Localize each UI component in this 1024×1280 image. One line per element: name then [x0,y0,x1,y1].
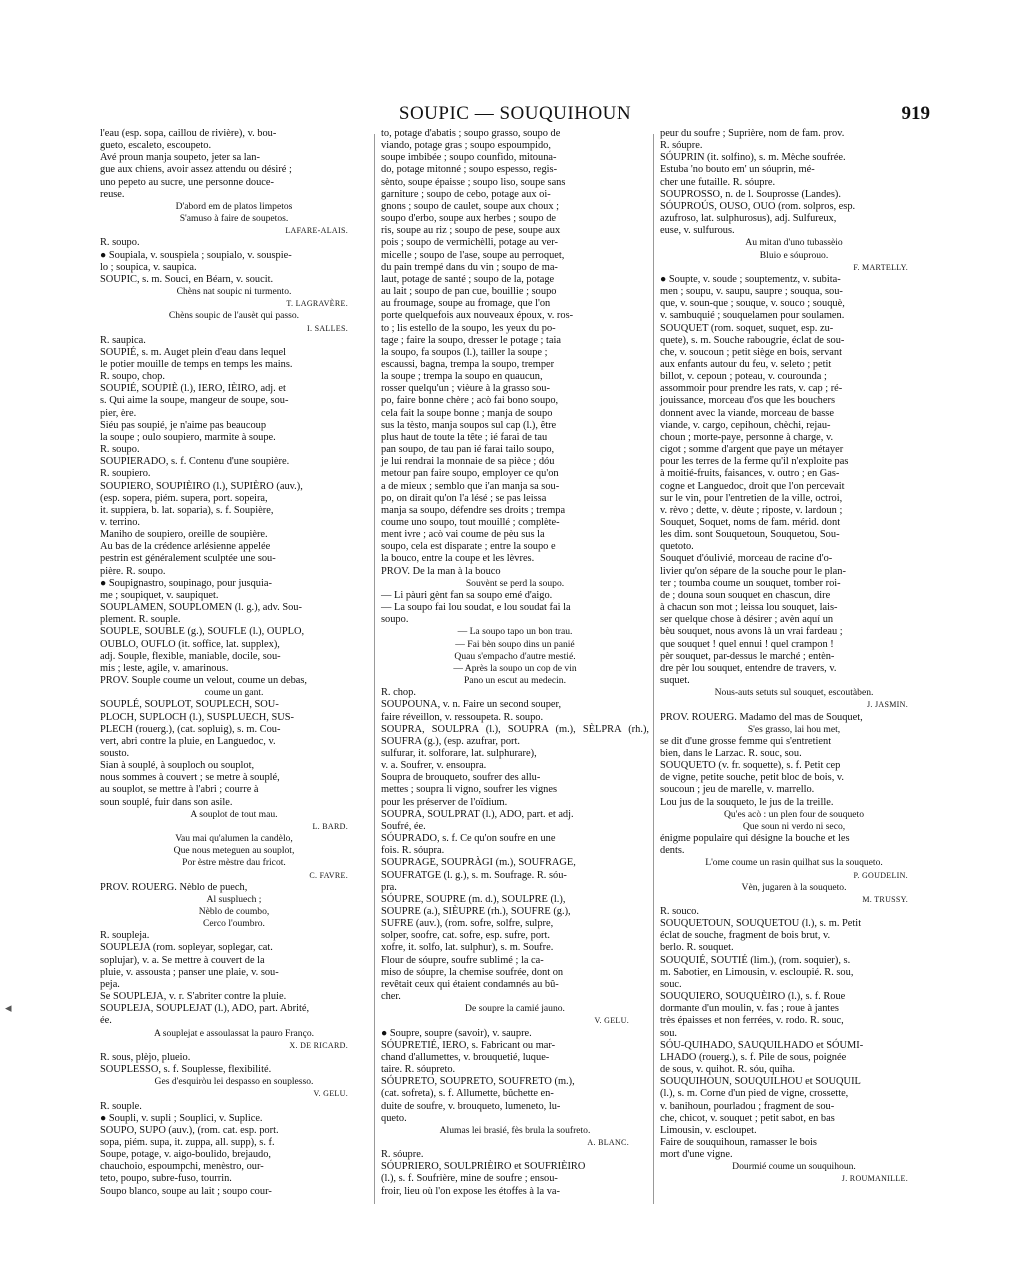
entry-line: cher. [381,991,401,1003]
entry-line: ser quelque chose à désirer ; avèn aquí un [660,614,834,626]
entry-line: Lou jus de la souqueto, le jus de la treille. [660,796,834,808]
quotation-line: Dourmié coume un souquihoun. [732,1161,856,1173]
quotation-line: — Fai bèn soupo dins un panié [455,638,575,650]
entry-line: a de mieux ; semblo que i'an manja sa sou- [381,480,560,492]
entry-line: pière. R. soupo. [100,565,166,577]
quotation-line: Que nous meteguen au souplot, [173,845,295,857]
entry-line: R. soupiero. [100,468,151,480]
entry-line: SOUPIC, s. m. Souci, en Béarn, v. soucit. [100,273,274,285]
quotation-line: Au mitan d'uno tubassèio [745,237,843,249]
entry-line: au lait ; soupo de pan cue, bouillie ; soupo [381,286,557,298]
entry-line: éclat de souche, fragment de bois brut, v. [660,930,831,942]
quotation-line: Souvènt se perd la soupo. [465,577,565,589]
entry-line: gnons ; soupo de caulet, soupe aux choux ; [381,200,560,212]
entry-line: peja. [100,978,120,990]
quotation-line: Por èstre mèstre dau fricot. [182,857,286,869]
entry-line: mort d'une vigne. [660,1149,733,1161]
entry-line: au froumage, soupe au fromage, que l'on [381,298,551,310]
entry-line: garniture ; soupo de cebo, potage aux oi- [381,188,551,200]
entry-line: Soupra de brouqueto, soufrer des allu- [381,772,541,784]
entry-line: chauchoio, espoumpchi, menèstro, our- [100,1161,264,1173]
entry-line: viande, v. cargo, cepihoun, chèchi, rejau- [660,419,831,431]
entry-line: SÓUPRE, SOUPRE (m. d.), SOULPRE (l.), [381,893,566,905]
entry-line: peur du soufre ; Suprière, nom de fam. prov. [660,128,845,139]
entry-line: R. souco. [660,906,699,917]
entry-line: SOUPIÉ, s. m. Auget plein d'eau dans lequel [100,346,286,358]
column-divider [374,134,375,1204]
entry-line: pois ; soupo de vermichèlli, potage au ver- [381,237,558,249]
entry-line: pestrin est généralement sculptée une sou- [100,553,276,565]
entry-line: faire réveillon, v. ressoupeta. R. soupo. [381,711,544,723]
entry-line: plement. R. souple. [100,614,181,626]
entry-line: adj. Souple, flexible, maniable, docile, sou- [100,650,281,662]
quotation-line: Bluio e sóuprouo. [759,249,829,261]
quotation-line: Nous-auts setuts sul souquet, escoutàben. [714,687,874,699]
entry-line: lo ; soupica, v. saupica. [100,261,197,273]
quotation-line: Vèn, jugaren à la souqueto. [741,881,847,893]
entry-line: teto, poupo, subre-fuso, tourrin. [100,1173,232,1185]
entry-line: (l.), s. f. Soufrière, mine de soufre ; ensou- [381,1173,558,1185]
entry-line: SOUFRATGE (l. g.), s. m. Soufrage. R. sóu- [381,869,567,881]
quotation-line: S'es grasso, lai hou met, [747,723,841,735]
entry-line: SOUQUETO (v. fr. soquette), s. f. Petit cep [660,760,841,772]
entry-line: s. Qui aime la soupe, mangeur de soupe, sou- [100,395,289,407]
entry-line: SOUPRAGE, SOUPRÀGI (m.), SOUFRAGE, [381,857,576,869]
entry-line: Flour de sóupre, soufre sublimé ; la ca- [381,954,544,966]
entry-line: queto. [381,1112,407,1124]
entry-line: to, potage d'abatis ; soupo grasso, soupo de [381,128,561,139]
entry-line: tage ; faire la soupo, dresser le potage ; taia [381,334,562,346]
entry-line: ée. [100,1015,112,1027]
entry-line: R. soupo, chop. [100,371,165,383]
entry-line: sulfurar, it. solforare, lat. sulphurare), [381,747,537,759]
entry-line: dents. [660,845,685,857]
entry-line: pra. [381,881,397,893]
entry-line: SÓUPRETO, SOUPRETO, SOUFRETO (m.), [381,1076,575,1088]
entry-line: ris, soupe au riz ; soupo de pese, soupe aux [381,225,561,237]
entry-line: SOUPLAMEN, SOUPLOMEN (l. g.), adv. Sou- [100,602,302,614]
author-attribution: P. GOUDELIN. [853,870,908,880]
entry-line: soupe imbibée ; soupo counfido, mitouna- [381,152,557,164]
entry-line: de sous, v. quihot. R. sóu, quiha. [660,1064,795,1076]
entry-line: Limousin, v. escloupet. [660,1124,757,1136]
entry-line: SOUPRA, SOULPRAT (l.), ADO, part. et adj. [381,808,574,820]
entry-line: azufroso, lat. sulphurosus), adj. Sulfureux, [660,213,837,225]
entry-line: Sian à souplé, à souploch ou souplot, [100,760,255,772]
entry-line: pluie, v. assousta ; panser une plaie, v. sou- [100,966,279,978]
entry-line: metour pan faire soupo, employer ce qu'on [381,468,559,480]
column-3 [660,128,928,1186]
entry-line: chand d'allumettes, v. brouquetié, luque- [381,1051,550,1063]
author-attribution: X. DE RICARD. [289,1040,348,1050]
entry-line: v. rèvo ; dette, v. dèute ; riposte, v. lardoun ; [660,504,843,516]
entry-line: à moitié-fruits, faisances, v. outro ; en Gas- [660,468,840,480]
entry-line: revêtait ceux qui étaient condamnés au bû- [381,978,559,990]
entry-line: m. Sabotier, en Limousin, v. escloupié. R. sou, [660,966,854,978]
entry-line: de vigne, petite souche, petit bloc de bois, v. [660,772,845,784]
entry-line: SOUPLEJA, SOUPLEJAT (l.), ADO, part. Abrité, [100,1003,310,1015]
entry-line: PROV. ROUERG. Nèblo de puech, [100,881,248,893]
entry-line: Siéu pas soupié, je n'aime pas beaucoup [100,419,267,431]
entry-line: Souquet d'óulivié, morceau de racine d'o- [660,553,833,565]
quotation-line: L'ome coume un rasin quilhat sus la souqueto. [705,857,883,869]
entry-line: (esp. sopera, piém. supera, port. sopeira, [100,492,268,504]
entry-line: la bouco, entre la coupe et les lèvres. [381,553,535,565]
entry-line: miso de sóupre, la chemise soufrée, dont on [381,966,564,978]
quotation-line: Qu'es acò : un plen four de souqueto [723,808,864,820]
entry-line: Soupe, potage, v. aigo-boulido, brejaudo, [100,1149,272,1161]
entry-line: livier qu'on sépare de la souche pour le plan- [660,565,846,577]
entry-line: R. chop. [381,687,416,699]
page-header [100,103,930,129]
entry-line: (cat. sofreta), s. f. Allumette, bûchette en- [381,1088,554,1100]
author-attribution: I. SALLES. [307,323,348,333]
quotation-line: Cerco l'oumbro. [203,918,265,930]
quotation-line: Pano un escut au medecin. [463,675,567,687]
entry-line: à chacun son mot ; leissa lou souquet, lais- [660,602,838,614]
entry-line: pier, ère. [100,407,137,419]
author-attribution: T. LAGRAVÈRE. [286,299,348,309]
entry-line: R. soupo. [100,237,140,249]
entry-line: SOUPLESSO, s. f. Souplesse, flexibilité. [100,1064,272,1076]
entry-line: se dit d'une grosse femme qui s'entretient [660,735,832,747]
author-attribution: L. BARD. [312,821,348,831]
entry-line: billot, v. cepoun ; poteau, v. courounda ; [660,371,827,383]
entry-line: po, faire bonne chère ; acò fai bono soupo, [381,395,559,407]
entry-line: SOUQUIÉ, SOUTIÉ (lim.), (rom. soquier), s. [660,954,851,966]
entry-line: cigot ; somme d'argent que paye un métayer [660,444,844,456]
entry-line: choun ; morte-paye, personne à charge, v. [660,431,834,443]
entry-line: rosser quelqu'un ; vièure à la grasso sou- [381,383,550,395]
running-title: SOUPIC — SOUQUIHOUN [398,103,632,124]
quotation-line: Vau mai qu'alumen la candèlo, [175,833,293,845]
entry-line: Estuba 'no bouto em' un sóuprin, mé- [660,164,815,176]
entry-line: Au bas de la crédence arlésienne appelée [100,541,271,553]
entry-line: Soufré, ée. [381,820,426,832]
author-attribution: LAFARE-ALAIS. [285,226,348,236]
entry-line: dormante d'un moulin, v. fas ; roue à jantes [660,1003,839,1015]
quotation-line: — Après la soupo un cop de vin [453,662,577,674]
margin-mark: ◂ [5,1000,12,1015]
entry-line: taire. R. sóupreto. [381,1064,456,1076]
entry-line: bèu souquet, nous avons là un vrai fardeau ; [660,626,843,638]
entry-line: aux enfants autour du feu, v. seleto ; petit [660,358,832,370]
entry-line: SOUPRE (a.), SIÈUPRE (rh.), SOUFRE (g.), [381,906,571,917]
entry-line: Souquet, Soquet, noms de fam. mérid. dont [660,517,841,528]
entry-line: berlo. R. souquet. [660,942,734,954]
entry-line: (l.), s. m. Corne d'un pied de vigne, crossette, [660,1088,849,1100]
entry-line: laut, potage de santé ; soupo de la, potage [381,273,555,285]
entry-line: SOUPO, SUPO (auv.), (rom. cat. esp. port. [100,1124,279,1136]
entry-line: SOUPLEJA (rom. sopleyar, soplegar, cat. [100,942,273,954]
entry-line: SOUQUETOUN, SOUQUETOU (l.), s. m. Petit [660,918,862,930]
entry-line: pour les préserver de l'oïdium. [381,796,508,808]
entry-line: énigme populaire qui désigne la bouche et les [660,833,850,845]
entry-line: — La soupo fai lou soudat, e lou soudat fai la [381,602,571,614]
entry-line: it. suppiera, b. lat. soparia), s. f. Soupière, [100,504,274,516]
entry-line: che, v. soucoun ; petit siège en bois, servant [660,346,842,358]
entry-line: ● Soupignastro, soupinago, pour jusquia- [100,577,272,589]
entry-line: ment ivre ; acò vai coume de pèu sus la [381,529,545,541]
entry-line: ter ; toumba coume un souquet, tomber roi- [660,577,841,589]
entry-line: cher une futaille. R. sóupre. [660,176,776,188]
entry-line: jouissance, morceau d'os que les bouchers [660,395,835,407]
entry-line: SÓUPRETIÉ, IERO, s. Fabricant ou mar- [381,1039,556,1051]
entry-line: fois. R. sóupra. [381,845,445,857]
entry-line: vert, abri contre la pluie, en Languedoc, v. [100,735,276,747]
entry-line: soplujar), v. a. Se mettre à couvert de la [100,954,265,966]
entry-line: Se SOUPLEJA, v. r. S'abriter contre la pluie. [100,991,287,1003]
entry-line: SOUQUIERO, SOUQUÈIRO (l.), s. f. Roue [660,991,846,1003]
entry-line: souc. [660,978,682,990]
entry-line: sur le vin, pour l'entretien de la ville, octroi, [660,492,843,504]
entry-line: gue aux chiens, avoir assez attendu ou désiré ; [100,164,292,176]
entry-line: to ; lis estello de la soupo, les yeux du po- [381,322,556,334]
entry-line: cogne et Languedoc, droit que l'on percevait [660,480,845,492]
author-attribution: J. ROUMANILLE. [841,1174,908,1184]
entry-line: quetoto. [660,541,694,553]
entry-line: Faire de souquihoun, ramasser le bois [660,1136,817,1148]
entry-line: v. terrino. [100,517,141,528]
entry-line: duite de soufre, v. brouqueto, lumeneto, lu- [381,1100,561,1112]
entry-line: PLOCH, SUPLOCH (l.), SUSPLUECH, SUS- [100,711,294,723]
entry-line: sènto, soupe épaisse ; soupo liso, soupe sans [381,176,566,188]
entry-line: R. sóupre. [381,1149,424,1161]
author-attribution: V. GELU. [313,1089,348,1099]
entry-line: SÓUPRIERO, SOULPRIÈIRO et SOUFRIÈIRO [381,1161,586,1173]
entry-line: v. sambuquié ; souquelamen pour soulamen. [660,310,845,322]
entry-line: SOUPIÉ, SOUPIÈ (l.), IERO, IÈIRO, adj. et [100,383,286,395]
entry-line: manja sa soupo, défendre ses droits ; trempa [381,504,566,516]
author-attribution: V. GELU. [594,1016,629,1026]
entry-line: SÓUPRIN (it. solfino), s. m. Mèche soufrée. [660,152,846,164]
author-attribution: A. BLANC. [587,1137,629,1147]
quotation-line: Ges d'esquiròu lei despasso en souplesso. [154,1076,314,1088]
entry-line: que, v. soun-que ; souque, v. souco ; souquè, [660,298,845,310]
entry-line: v. banihoun, pourladou ; fragment de sou- [660,1100,835,1112]
quotation-line: coume un gant. [204,687,264,699]
quotation-line: — La soupo tapo un bon trau. [457,626,573,638]
entry-line: SUFRE (auv.), (rom. sofre, solfre, sulpre, [381,918,554,930]
entry-line: solper, soofre, cat. sofre, esp. sufre, port. [381,930,550,942]
entry-line: mis ; leste, agile, v. amarinous. [100,662,229,674]
entry-line: sus la tèsto, manja soupos sul cap (l.), être [381,419,557,431]
quotation-line: Nèblo de coumbo, [198,906,270,917]
entry-line: R. soupleja. [100,930,150,942]
quotation-line: Alumas lei brasié, fès brula la soufreto. [439,1124,591,1136]
entry-line: SOUPRA, SOULPRA (l.), SOUPRA (m.), SÈLPRA (rh.), SOUFRA (g.), (esp. azufrar, port. [381,723,649,747]
entry-line: SOUPROSSO, n. de l. Souprosse (Landes). [660,188,841,200]
entry-line: froir, lieu où l'on expose les étoffes à la va- [381,1185,560,1197]
entry-line: sousto. [100,747,130,759]
entry-line: sopa, piém. supa, it. zuppa, all. supp), s. f. [100,1136,275,1148]
author-attribution: M. TRUSSY. [862,894,908,904]
entry-line: la soupo, fa soupos (l.), tailler la soupe ; [381,346,548,358]
entry-line: R. souple. [100,1100,142,1112]
entry-line: R. soupo. [100,444,140,456]
entry-line: Soupo blanco, soupe au lait ; soupo cour- [100,1185,272,1197]
entry-line: euse, v. sulfurous. [660,225,735,237]
entry-line: SÓUPROÚS, OUSO, OUO (rom. solpros, esp. [660,200,856,212]
entry-line: soucoun ; jeu de marelle, v. marrello. [660,784,815,796]
quotation-line: De soupre la camié jauno. [465,1003,565,1015]
entry-line: do, potage mitonné ; soupo espesso, regis- [381,164,558,176]
entry-line: le potier mouille de temps en temps les mains. [100,358,293,370]
entry-line: porte quelquefois aux nouveaux époux, v. ros- [381,310,574,322]
entry-line: SÓUPRADO, s. f. Ce qu'on soufre en une [381,833,556,845]
entry-line: les dim. sont Souquetoun, Souquetou, Sou- [660,529,840,541]
entry-line: mettes ; soupra li vigno, soufrer les vignes [381,784,558,796]
entry-line: PLECH (rouerg.), (cat. sopluig), s. m. Cou- [100,723,281,735]
column-2 [381,128,649,1198]
entry-line: micelle ; soupo de l'ase, soupe au perroquet, [381,249,565,261]
entry-line: soupo d'erbo, soupe aux herbes ; soupo de [381,213,557,225]
entry-line: nous sommes à couvert ; se metre à souplé, [100,772,280,784]
entry-line: PROV. Souple coume un velout, coume un debas, [100,675,308,687]
entry-line: ● Soupiala, v. souspiela ; soupialo, v. souspie- [100,249,292,261]
entry-line: escaussi, bagna, trempa la soupo, tremper [381,358,555,370]
entry-line: quete), s. m. Souche rabougrie, éclat de sou- [660,334,845,346]
entry-line: plus haut de toute la tête ; ié farai de tau [381,431,548,443]
entry-line: ● Soupli, v. supli ; Souplici, v. Suplice. [100,1112,263,1124]
entry-line: sou. [660,1027,678,1039]
entry-line: v. a. Soufrer, v. ensoupra. [381,760,487,772]
quotation-line: A souplejat e assoulassat la pauro Franço. [153,1027,315,1039]
entry-line: la soupe ; oulo soupiero, marmite à soupe. [100,431,276,443]
entry-line: SOUQUET (rom. soquet, suquet, esp. zu- [660,322,834,334]
entry-line: bien, dans le Larzac. R. souc, sou. [660,747,802,759]
entry-line: pan soupo, de tau pan ié farai tailo soupo, [381,444,555,456]
entry-line: très épaisses et non ferrées, v. rodo. R. souc, [660,1015,844,1027]
entry-line: SOUPLÉ, SOUPLOT, SOUPLECH, SOU- [100,699,279,711]
quotation-line: Chèns soupic de l'ausèt qui passo. [168,310,300,322]
entry-line: SOUPOUNA, v. n. Faire un second souper, [381,699,562,711]
entry-line: uno pepeto au sucre, une personne douce- [100,176,274,188]
entry-line: cela fait la soupe bonne ; manja de soupo [381,407,553,419]
entry-line: de ; douna soun souquet en chascun, dire [660,589,831,601]
quotation-line: Quau s'empacho d'autre mestié. [454,650,576,662]
quotation-line: Al suspluech ; [206,893,262,905]
quotation-line: D'abord em de platos limpetos [175,200,293,212]
entry-line: du pain trempé dans du vin ; soupo de ma- [381,261,558,273]
quotation-line: Que soun ni verdo ni seco, [742,820,846,832]
entry-line: PROV. ROUERG. Madamo del mas de Souquet, [660,711,863,723]
entry-line: SOUPLE, SOUBLE (g.), SOUFLE (l.), OUPLO, [100,626,305,638]
entry-line: — Li pàuri gènt fan sa soupo emé d'aigo. [381,589,553,601]
entry-line: donnent avec la viande, morceau de basse [660,407,834,419]
entry-line: PROV. De la man à la bouco [381,565,501,577]
entry-line: la soupe ; trempa la soupo en quaucun, [381,371,543,383]
entry-line: assommoir pour prendre les rats, v. cap ; ré- [660,383,843,395]
entry-line: l'eau (esp. sopa, caillou de rivière), v. bou- [100,128,277,139]
entry-line: viando, potage gras ; soupo espoumpido, [381,140,551,152]
entry-line: reuse. [100,188,125,200]
author-attribution: F. MARTELLY. [853,262,908,272]
entry-line: soupo. [381,614,409,626]
entry-line: LHADO (rouerg.), s. f. Pile de sous, poignée [660,1051,847,1063]
entry-line: Avé proun manja soupeto, jeter sa lan- [100,152,260,164]
entry-line: que souquet ! quel ennui ! quel crampon ! [660,638,834,650]
entry-line: xofre, it. solfo, lat. sulphur), s. m. Soufre. [381,942,554,954]
entry-line: OUBLO, OUFLO (it. soffice, lat. supplex), [100,638,280,650]
entry-line: R. sous, plèjo, plueio. [100,1051,191,1063]
entry-line: SOUPIERADO, s. f. Contenu d'une soupière. [100,456,290,468]
entry-line: au souplot, se mettre à l'abri ; courre à [100,784,259,796]
quotation-line: S'amuso à faire de soupetos. [179,213,289,225]
entry-line: soun souplé, fuir dans son asile. [100,796,233,808]
entry-line: ● Soupte, v. soude ; souptementz, v. subita- [660,273,841,285]
entry-line: dre pèr lou souquet, entendre de travers, v. [660,662,837,674]
column-1 [100,128,368,1198]
entry-line: soupo, cela est disparate ; entre la soupo e [381,541,556,553]
entry-line: suquet. [660,675,690,687]
entry-line: pèr souquet, par-dessus le marché ; entèn- [660,650,835,662]
entry-line: me ; soupiquet, v. saupiquet. [100,589,219,601]
entry-line: SOUPIERO, SOUPIÈIRO (l.), SUPIÈRO (auv.), [100,480,303,492]
entry-line: SOUQUIHOUN, SOUQUILHOU et SOUQUIL [660,1076,861,1088]
entry-line: SÓU-QUIHADO, SAUQUILHADO et SÓUMI- [660,1039,864,1051]
entry-line: coume uno soupo, tout mouillé ; complète- [381,517,560,528]
page-number: 919 [901,103,930,124]
entry-line: je lui rendrai la monnaie de sa pièce ; dóu [381,456,555,468]
entry-line: Maniho de soupiero, oreille de soupière. [100,529,268,541]
author-attribution: J. JASMIN. [866,700,908,710]
entry-line: R. saupica. [100,334,146,346]
entry-line: men ; soupu, v. saupu, saupre ; souqua, sou- [660,286,843,298]
quotation-line: A souplot de tout mau. [190,808,278,820]
entry-line: che, chicot, v. souquet ; petit sabot, en bas [660,1112,835,1124]
entry-line: po, on dirait qu'on l'a lésé ; se pas leissa [381,492,547,504]
entry-line: pour les terres de la ferme qu'il n'exploite pas [660,456,849,468]
author-attribution: C. FAVRE. [309,870,348,880]
entry-line: R. sóupre. [660,140,703,152]
column-divider [653,134,654,1204]
quotation-line: Chèns nat soupic ni turmento. [176,286,292,298]
entry-line: ● Soupre, soupre (savoir), v. saupre. [381,1027,532,1039]
entry-line: gueto, escaleto, escoupeto. [100,140,212,152]
